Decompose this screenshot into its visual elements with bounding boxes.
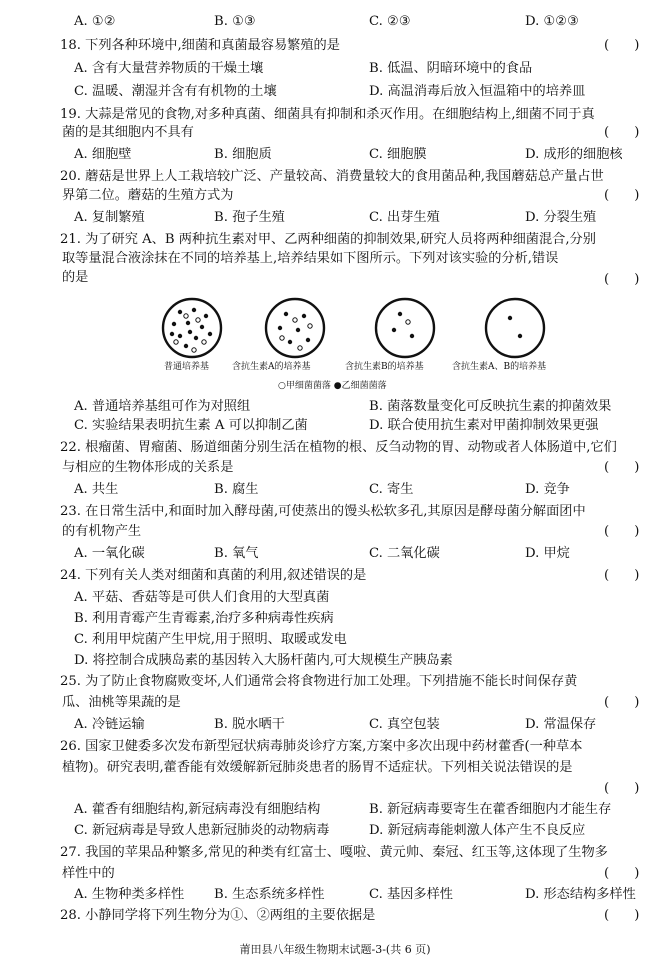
q24-stem: 24. 下列有关人类对细菌和真菌的利用,叙述错误的是 [60, 568, 367, 583]
q25-option-c: C. 真空包装 [369, 717, 440, 732]
q23-option-d: D. 甲烷 [525, 546, 570, 561]
q25-option-b: B. 脱水晒干 [214, 717, 285, 732]
q19-answer-paren: ( ) [604, 125, 640, 140]
q26-stem-line2: 植物)。研究表明,藿香能有效缓解新冠肺炎患者的肠胃不适症状。下列相关说法错误的是 [62, 760, 573, 775]
q19-stem-line1: 19. 大蒜是常见的食物,对多种真菌、细菌具有抑制和杀灭作用。在细胞结构上,细菌不同于真 [60, 107, 595, 122]
q26-option-c: C. 新冠病毒是导致人患新冠肺炎的动物病毒 [74, 823, 330, 838]
colony-legend: ○甲细菌菌落 ●乙细菌菌落 [278, 381, 387, 391]
q26-answer-paren: ( ) [604, 781, 640, 796]
q20-option-b: B. 孢子生殖 [214, 210, 285, 225]
q22-option-b: B. 腐生 [214, 482, 259, 497]
q21-option-b: B. 菌落数量变化可反映抗生素的抑菌效果 [369, 399, 612, 414]
q28-answer-paren: ( ) [604, 908, 640, 923]
q25-stem-line1: 25. 为了防止食物腐败变坏,人们通常会将食物进行加工处理。下列措施不能长时间保存黄 [60, 674, 578, 689]
caption-antibiotic-ab: 含抗生素A、B的培养基 [452, 362, 547, 372]
dish-antibiotic-ab [486, 299, 544, 357]
q27-option-b: B. 生态系统多样性 [214, 887, 325, 902]
q20-stem-line2: 界第二位。蘑菇的生殖方式为 [62, 188, 234, 203]
q18-option-c: C. 温暖、潮湿并含有有机物的土壤 [74, 84, 277, 99]
q24-option-d: D. 将控制合成胰岛素的基因转入大肠杆菌内,可大规模生产胰岛素 [74, 653, 453, 668]
q22-option-a: A. 共生 [74, 482, 119, 497]
q27-option-d: D. 形态结构多样性 [525, 887, 636, 902]
q28-stem: 28. 小静同学将下列生物分为①、②两组的主要依据是 [60, 908, 376, 923]
q25-stem-line2: 瓜、油桃等果蔬的是 [62, 695, 181, 710]
caption-plain: 普通培养基 [164, 362, 210, 372]
q27-option-a: A. 生物种类多样性 [74, 887, 185, 902]
page-footer: 莆田县八年级生物期末试题-3-(共 6 页) [239, 943, 431, 956]
q17-option-c: C. ②③ [369, 14, 411, 29]
q21-stem-line1: 21. 为了研究 A、B 两种抗生素对甲、乙两种细菌的抑制效果,研究人员将两种细菌混合,分别 [60, 232, 596, 247]
q24-option-a: A. 平菇、香菇等是可供人们食用的大型真菌 [74, 590, 330, 605]
q23-stem-line2: 的有机物产生 [62, 524, 142, 539]
q26-option-d: D. 新冠病毒能刺激人体产生不良反应 [369, 823, 586, 838]
q25-option-d: D. 常温保存 [525, 717, 597, 732]
q18-option-d: D. 高温消毒后放入恒温箱中的培养皿 [369, 84, 586, 99]
q25-option-a: A. 冷链运输 [74, 717, 145, 732]
q22-stem-line2: 与相应的生物体形成的关系是 [62, 460, 234, 475]
q26-stem-line1: 26. 国家卫健委多次发布新型冠状病毒肺炎诊疗方案,方案中多次出现中药材藿香(一种草本 [60, 739, 583, 754]
caption-antibiotic-a: 含抗生素A的培养基 [232, 362, 311, 372]
q17-option-b: B. ①③ [214, 14, 256, 29]
q23-option-a: A. 一氧化碳 [74, 546, 145, 561]
q24-option-b: B. 利用青霉产生青霉素,治疗多种病毒性疾病 [74, 611, 334, 626]
q21-option-c: C. 实验结果表明抗生素 A 可以抑制乙菌 [74, 418, 308, 433]
q22-option-c: C. 寄生 [369, 482, 414, 497]
q19-option-c: C. 细胞膜 [369, 147, 427, 162]
q18-stem: 18. 下列各种环境中,细菌和真菌最容易繁殖的是 [60, 38, 340, 53]
q23-option-b: B. 氧气 [214, 546, 259, 561]
q21-option-a: A. 普通培养基组可作为对照组 [74, 399, 251, 414]
q17-option-d: D. ①②③ [525, 14, 579, 29]
petri-dish-figure [150, 296, 550, 392]
q23-option-c: C. 二氧化碳 [369, 546, 440, 561]
q27-option-c: C. 基因多样性 [369, 887, 453, 902]
q18-option-a: A. 含有大量营养物质的干燥土壤 [74, 61, 264, 76]
q22-answer-paren: ( ) [604, 460, 640, 475]
q22-option-d: D. 竞争 [525, 482, 570, 497]
q19-stem-line2: 菌的是其细胞内不具有 [62, 125, 194, 140]
q21-stem-line3: 的是 [62, 270, 89, 285]
q26-option-a: A. 藿香有细胞结构,新冠病毒没有细胞结构 [74, 802, 321, 817]
q25-answer-paren: ( ) [604, 695, 640, 710]
q22-stem-line1: 22. 根瘤菌、胃瘤菌、肠道细菌分别生活在植物的根、反刍动物的胃、动物或者人体肠道中,它们 [60, 440, 617, 455]
q24-answer-paren: ( ) [604, 568, 640, 583]
q20-option-a: A. 复制繁殖 [74, 210, 145, 225]
q21-option-d: D. 联合使用抗生素对甲菌抑制效果更强 [369, 418, 599, 433]
caption-antibiotic-b: 含抗生素B的培养基 [345, 362, 424, 372]
petri-dishes-svg [150, 296, 550, 366]
q20-stem-line1: 20. 蘑菇是世界上人工栽培较广泛、产量较高、消费量较大的食用菌品种,我国蘑菇总产量占世 [60, 169, 604, 184]
q19-option-d: D. 成形的细胞核 [525, 147, 623, 162]
q20-answer-paren: ( ) [604, 188, 640, 203]
dish-antibiotic-a [266, 299, 324, 357]
q23-stem-line1: 23. 在日常生活中,和面时加入酵母菌,可使蒸出的馒头松软多孔,其原因是酵母菌分解面团中 [60, 504, 586, 519]
q20-option-d: D. 分裂生殖 [525, 210, 597, 225]
q18-option-b: B. 低温、阴暗环境中的食品 [369, 61, 533, 76]
q19-option-a: A. 细胞壁 [74, 147, 132, 162]
q24-option-c: C. 利用甲烷菌产生甲烷,用于照明、取暖或发电 [74, 632, 347, 647]
q27-stem-line1: 27. 我国的苹果品种繁多,常见的种类有红富士、嘎啦、黄元帅、秦冠、红玉等,这体现了生物多 [60, 845, 608, 860]
q26-option-b: B. 新冠病毒要寄生在藿香细胞内才能生存 [369, 802, 612, 817]
q20-option-c: C. 出芽生殖 [369, 210, 440, 225]
q27-answer-paren: ( ) [604, 866, 640, 881]
q17-option-a: A. ①② [74, 14, 116, 29]
dish-antibiotic-b [376, 299, 434, 357]
q18-answer-paren: ( ) [604, 38, 640, 53]
q21-stem-line2: 取等量混合液涂抹在不同的培养基上,培养结果如下图所示。下列对该实验的分析,错误 [62, 251, 559, 266]
q23-answer-paren: ( ) [604, 524, 640, 539]
q27-stem-line2: 样性中的 [62, 866, 115, 881]
q21-answer-paren: ( ) [604, 272, 640, 287]
q19-option-b: B. 细胞质 [214, 147, 272, 162]
